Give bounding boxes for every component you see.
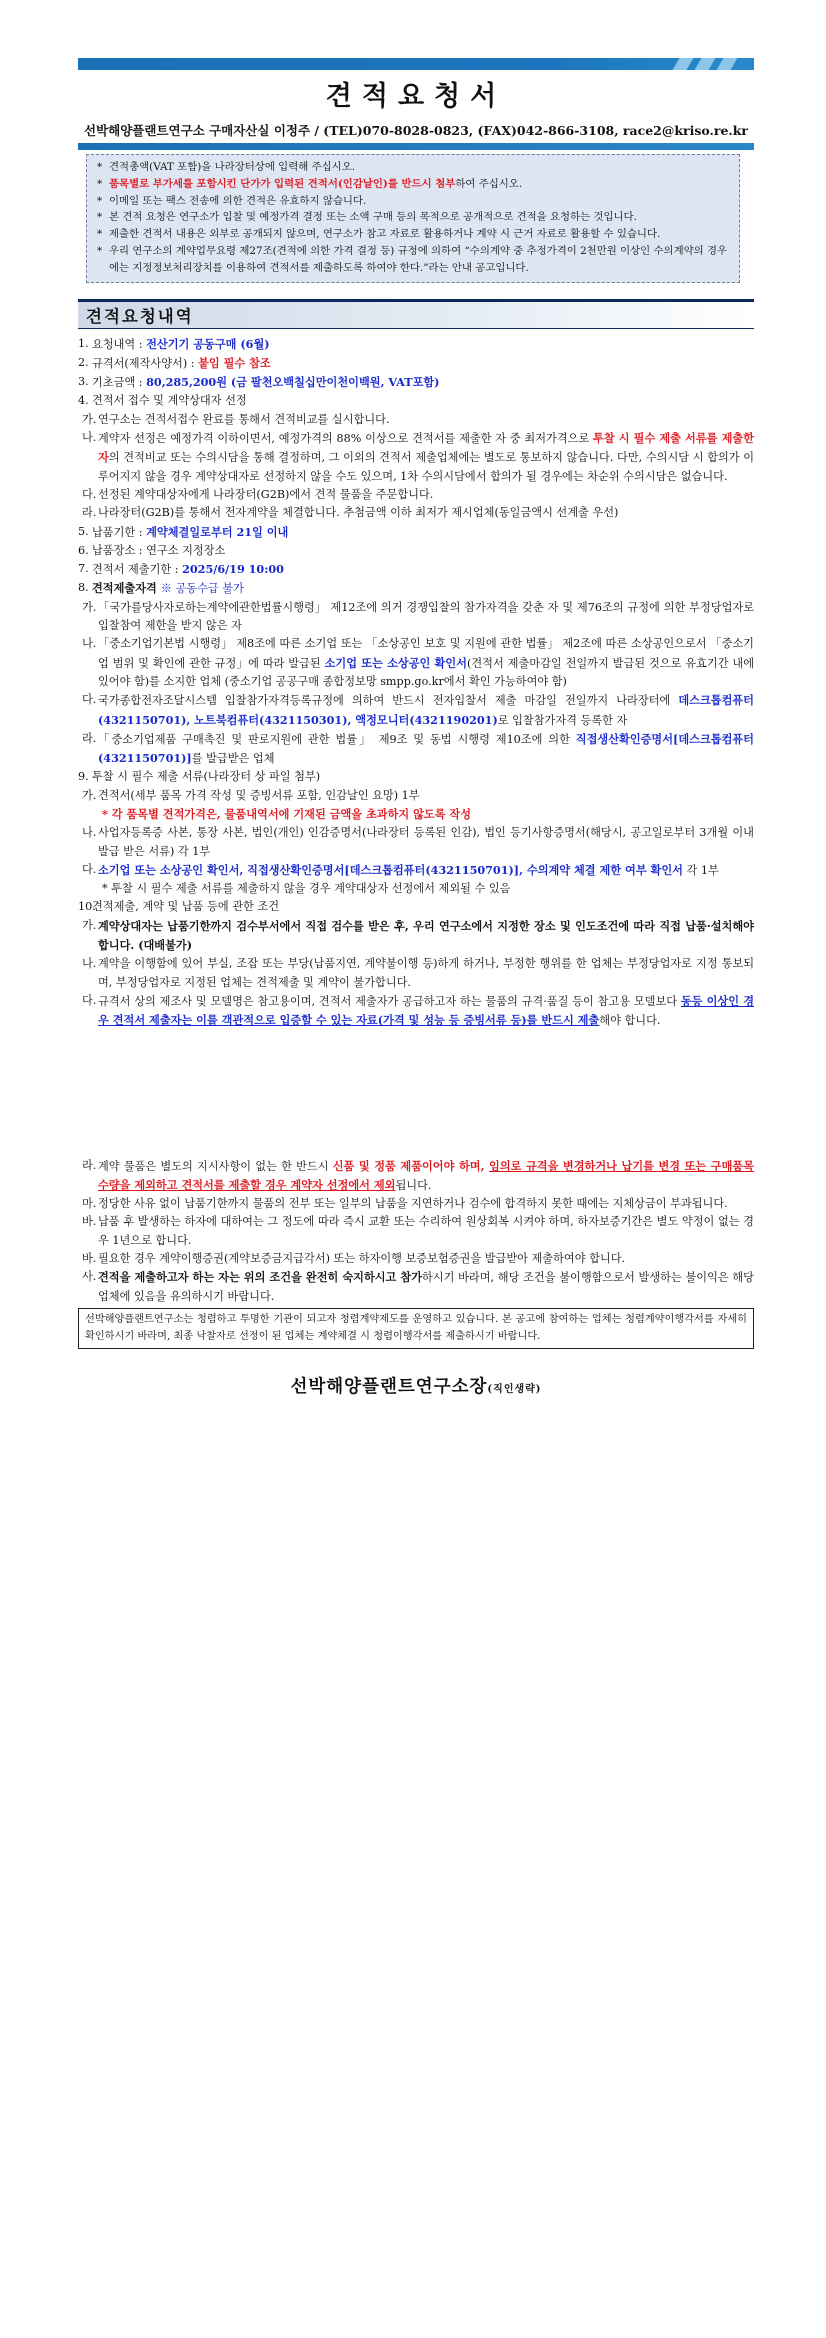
item-text xyxy=(92,354,754,373)
item-5 xyxy=(78,523,754,542)
sub-item xyxy=(82,635,754,691)
sub-item-marker: 라. xyxy=(82,731,97,745)
text-run: 이메일 또는 팩스 전송에 의한 견적은 유효하지 않습니다. xyxy=(109,194,367,207)
sub-item xyxy=(82,504,754,522)
sub-item-text xyxy=(98,917,754,956)
text-run: 직접생산확인증명서[데스크톱컴퓨터(4321150701)] xyxy=(98,731,754,766)
item-number: 6. xyxy=(78,543,89,557)
text-run: 데스크톱컴퓨터(4321150701), 노트북컴퓨터(4321150301), 액정모니터(4321190201) xyxy=(98,693,754,727)
sub-item-marker: 가. xyxy=(82,412,97,426)
text-run: 품목별로 부가세를 포함시킨 단가가 입력된 견적서(인감날인)를 반드시 첨부 xyxy=(109,177,456,190)
sub-item-marker: 다. xyxy=(82,693,97,707)
text-run: 하시기 바라며, 해당 조건을 불이행함으로서 발생하는 불이익은 해당 업체에 있음을 유의하시기 바랍니다. xyxy=(98,1271,754,1303)
sub-item xyxy=(82,599,754,636)
sub-item-text xyxy=(98,504,754,522)
text-run: 규격서 상의 제조사 및 모델명은 참고용이며, 견적서 제출자가 공급하고자 하는 물품의 규격·품질 등이 참고용 모델보다 xyxy=(98,994,681,1008)
notice-bullet: * xyxy=(97,228,103,241)
item-4 xyxy=(78,392,754,410)
sub-item-text xyxy=(98,635,754,691)
item-10-subitems-2 xyxy=(78,1157,754,1306)
item-number: 2. xyxy=(78,355,89,369)
sub-item xyxy=(82,1195,754,1213)
item-text xyxy=(92,523,754,542)
sub-item xyxy=(82,824,754,861)
document-page xyxy=(78,58,754,1398)
text-run: 견적제출자격 xyxy=(92,581,161,596)
item-text xyxy=(92,542,754,560)
sub-item xyxy=(82,1157,754,1196)
sub-item-text xyxy=(98,691,754,730)
sub-item-marker: 다. xyxy=(82,862,97,876)
item-3 xyxy=(78,373,754,392)
item-text xyxy=(92,898,754,916)
item-9-subitems-2 xyxy=(78,824,754,880)
text-run: 80,285,200원 (금 팔천오백칠십만이천이백원, VAT포함) xyxy=(146,375,440,390)
text-run: * 각 품목별 견적가격은, 물품내역서에 기재된 금액을 초과하지 않도록 작성 xyxy=(102,807,472,821)
signature xyxy=(78,1373,754,1398)
item-number: 8. xyxy=(78,581,89,595)
sub-item-marker: 가. xyxy=(82,918,97,932)
text-run: 계약 물품은 별도의 지시사항이 없는 한 반드시 xyxy=(98,1159,333,1173)
notice-bullet: * xyxy=(97,161,103,173)
notice-text xyxy=(109,243,731,277)
text-run: 해야 합니다. xyxy=(599,1014,661,1028)
notice-text xyxy=(109,226,731,243)
text-run: 전산기기 공동구매 (6월) xyxy=(146,336,270,351)
item-8 xyxy=(78,579,754,598)
notice-item xyxy=(97,193,731,210)
sub-item-text xyxy=(98,599,754,636)
sub-item-marker: 나. xyxy=(82,637,97,651)
notice-item xyxy=(97,159,731,176)
sub-item-text xyxy=(98,1268,754,1306)
notice-item xyxy=(97,243,731,277)
notice-bullet: * xyxy=(97,194,103,207)
item-number: 9. xyxy=(78,770,89,784)
text-run: 각 1부 xyxy=(682,863,719,877)
text-run: 납품기한 : xyxy=(92,525,147,539)
item-9-subitems xyxy=(78,787,754,805)
text-run: 하여 주십시오. xyxy=(455,177,523,190)
item-6 xyxy=(78,542,754,560)
text-run: 붙임 필수 참조 xyxy=(198,355,271,370)
notice-bullet: * xyxy=(97,244,103,257)
text-run: 임의로 규격을 변경하거나 납기를 변경 또는 구매품목 수량을 제외하고 견적서를 제출할 경우 계약자 선정에서 제외 xyxy=(98,1158,754,1192)
item-9 xyxy=(78,768,754,786)
text-run: 견적서 제출기한 : xyxy=(92,563,183,577)
sub-item-text xyxy=(98,861,754,880)
text-run: 「국가를당사자로하는계약에관한법률시행령」 제12조에 의거 경쟁입찰의 참가자격을 갖춘 자 및 제76조의 규정에 의한 부정당업자로 입찰참여 제한을 받지 않은 자 xyxy=(98,600,755,633)
sub-item xyxy=(82,917,754,956)
sub-item-marker: 가. xyxy=(82,788,97,802)
text-run: 를 발급받은 업체 xyxy=(191,752,275,766)
item-number: 10. xyxy=(78,900,96,914)
text-run: 2025/6/19 10:00 xyxy=(182,562,284,577)
item-text xyxy=(92,335,754,354)
sub-item-text xyxy=(98,824,754,861)
text-run: 견적제출, 계약 및 납품 등에 관한 조건 xyxy=(92,900,280,914)
notice-text xyxy=(109,209,731,226)
integrity-notice: 선박해양플랜트연구소는 청렴하고 투명한 기관이 되고자 청렴계약제도를 운영하고 있습니다. 본 공고에 참여하는 업체는 청렴계약이행각서를 자세히 확인하시기 바라며, 최종 낙찰자로 선정이 된 업체는 계약체결 시 청렴이행각서를 제출하시기 바랍니다. xyxy=(78,1308,754,1349)
text-run: 투찰 시 필수 제출 서류(나라장터 상 파일 첨부) xyxy=(92,770,321,784)
section-title: 견적요청내역 xyxy=(78,299,754,329)
item-1 xyxy=(78,335,754,354)
header-stripe xyxy=(673,58,694,70)
sub-item-marker: 라. xyxy=(82,1158,97,1172)
sub-item-marker: 라. xyxy=(82,506,97,520)
item-text xyxy=(92,560,754,579)
item-10 xyxy=(78,898,754,916)
item-9-note xyxy=(102,880,754,898)
notice-text xyxy=(109,193,731,210)
text-run: 계약상대자는 납품기한까지 검수부서에서 직접 검수를 받은 후, 우리 연구소에서 지정한 장소 및 인도조건에 따라 직접 납품·설치해야 합니다. (대배불가) xyxy=(98,918,754,953)
header-divider xyxy=(78,143,754,150)
text-run: 기초금액 : xyxy=(92,376,147,390)
text-run: 국가종합전자조달시스템 입찰참가자격등록규정에 의하여 반드시 전자입찰서 제출 마감일 전일까지 나라장터에 xyxy=(98,694,679,708)
sub-item xyxy=(82,992,754,1031)
sub-item-marker: 바. xyxy=(82,1215,97,1229)
item-10-subitems xyxy=(78,917,754,1031)
item-text xyxy=(92,373,754,392)
text-run: 납품 후 발생하는 하자에 대하여는 그 정도에 따라 즉시 교환 또는 수리하여 원상회복 시켜야 하며, 하자보증기간은 별도 약정이 없는 경우 1년으로 합니다. xyxy=(98,1215,754,1247)
text-run: ※ 공동수급 불가 xyxy=(160,582,244,596)
text-run: 「중소기업제품 구매촉진 및 판로지원에 관한 법률」 제9조 및 동법 시행령 제10조에 의한 xyxy=(98,732,576,746)
text-run: 우리 연구소의 계약업무요령 제27조(견적에 의한 가격 결정 등) 규정에 의하여 “수의계약 중 추정가격이 2천만원 이상인 수의계약의 경우에는 지정정보처리장치를 이용하여 견적서를 제출하도록 하여야 한다.”라는 안내 공고입니다. xyxy=(109,244,728,274)
sub-item-text xyxy=(98,730,754,769)
sub-item-text xyxy=(98,1213,754,1250)
text-run: 견적총액(VAT 포함)을 나라장터상에 입력해 주십시오. xyxy=(109,161,356,173)
sub-item xyxy=(82,955,754,992)
item-number: 1. xyxy=(78,336,89,350)
text-run: 투찰 시 필수 제출 서류를 제출한 자 xyxy=(98,431,754,465)
blank-space xyxy=(78,1031,754,1157)
sub-item-text xyxy=(98,429,754,486)
notice-item xyxy=(97,176,731,193)
item-4-subitems xyxy=(78,411,754,523)
text-run: 계약자 선정은 예정가격 이하이면서, 예정가격의 88% 이상으로 견적서를 제출한 자 중 최저가격으로 xyxy=(98,432,594,446)
sub-item-marker: 다. xyxy=(82,993,97,1007)
text-run: 견적서(세부 품목 가격 작성 및 증빙서류 포함, 인감날인 요망) 1부 xyxy=(98,788,420,802)
sub-item xyxy=(82,861,754,880)
item-number: 7. xyxy=(78,562,89,576)
item-text xyxy=(92,392,754,410)
text-run: 계약체결일로부터 21일 이내 xyxy=(146,524,289,539)
item-number: 5. xyxy=(78,524,89,538)
item-7 xyxy=(78,560,754,579)
text-run: 「중소기업기본법 시행령」 제8조에 따른 소기업 또는 「소상공인 보호 및 지원에 관한 법률」 제2조에 따른 소상공인으로서 「중소기업 범위 및 확인에 관한 규정」에 따라 발급된 xyxy=(98,637,754,670)
notice-text xyxy=(109,176,731,193)
text-run: 동등 이상인 경우 견적서 제출자는 이를 객관적으로 입증할 수 있는 자료(가격 및 성능 등 증빙서류 등)를 반드시 제출 xyxy=(98,993,754,1028)
text-run: 필요한 경우 계약이행증권(계약보증금지급각서) 또는 하자이행 보증보험증권을 발급받아 제출하여야 합니다. xyxy=(98,1252,626,1266)
text-run: 본 견적 요청은 연구소가 입찰 및 예정가격 결정 또는 소액 구매 등의 목적으로 공개적으로 견적을 요청하는 것입니다. xyxy=(109,211,637,224)
sub-item-marker: 나. xyxy=(82,826,97,840)
text-run: 선정된 계약대상자에게 나라장터(G2B)에서 견적 물품을 주문합니다. xyxy=(98,487,434,501)
sub-item-marker: 나. xyxy=(82,957,97,971)
sub-item-marker: 나. xyxy=(82,431,97,445)
text-run: 나라장터(G2B)를 통해서 전자계약을 체결합니다. 추첨금액 이하 최저가 제시업체(동일금액시 선계출 우선) xyxy=(98,506,619,520)
sub-item-marker: 가. xyxy=(82,600,97,614)
text-run: 의 견적비교 또는 수의시담을 통해 결정하며, 그 이외의 견적서 제출업체에는 별도로 통보하지 않습니다. 다만, 수의시담 시 합의가 이루어지지 않을 경우 계약상대자로 선정하지 않을 수도 있으며, 1차 수의시담에서 합의가 될 경우에는 차순위 수의시담은 없습니다. xyxy=(98,451,754,483)
text-run: 사업자등록증 사본, 통장 사본, 법인(개인) 인감증명서(나라장터 등록된 인감), 법인 등기사항증명서(해당시, 공고일로부터 3개월 이내 발급 받은 서류) 각 1부 xyxy=(98,826,754,858)
text-run: 규격서(제작사양서) : xyxy=(92,356,199,370)
request-details xyxy=(78,335,754,1306)
sub-item-text xyxy=(98,486,754,504)
text-run: 견적서 접수 및 계약상대자 선정 xyxy=(92,394,247,408)
notice-item xyxy=(97,209,731,226)
text-run: 제출한 견적서 내용은 외부로 공개되지 않으며, 연구소가 참고 자료로 활용하거나 계약 시 근거 자료로 활용할 수 있습니다. xyxy=(109,228,661,241)
document-title: 견적요청서 xyxy=(325,81,507,112)
sub-item xyxy=(82,787,754,805)
sub-item-marker: 사. xyxy=(82,1270,97,1284)
sub-item-text xyxy=(98,1250,754,1268)
text-run: * 투찰 시 필수 제출 서류를 제출하지 않을 경우 계약대상자 선정에서 제외될 수 있음 xyxy=(102,882,511,896)
sub-item xyxy=(82,429,754,486)
text-run: 됩니다. xyxy=(395,1178,432,1192)
item-number: 3. xyxy=(78,375,89,389)
sub-item-text xyxy=(98,411,754,429)
sub-item-text xyxy=(98,1195,754,1213)
sub-item-marker: 바. xyxy=(82,1252,97,1266)
item-number: 4. xyxy=(78,394,89,408)
item-8-subitems xyxy=(78,599,754,769)
text-run: 소기업 또는 소상공인 확인서 xyxy=(324,655,467,670)
sub-item-text xyxy=(98,955,754,992)
text-run: 계약을 이행함에 있어 부실, 조잡 또는 부당(납품지연, 계약불이행 등)하게 하거나, 부정한 행위를 한 업체는 부정당업자로 지정 통보되며, 부정당업자로 지정된 업체는 견적제출 및 계약이 불가합니다. xyxy=(98,957,754,989)
text-run: 신품 및 정품 제품이어야 하며, xyxy=(332,1158,490,1173)
item-text xyxy=(92,768,754,786)
seal-note: (직인생략) xyxy=(487,1383,542,1395)
sub-item-marker: 다. xyxy=(82,487,97,501)
sub-item xyxy=(82,411,754,429)
header-stripe xyxy=(717,58,738,70)
text-run: 견적을 제출하고자 하는 자는 위의 조건을 완전히 숙지하시고 참가 xyxy=(98,1270,423,1285)
notice-bullet: * xyxy=(97,211,103,224)
text-run: 요청내역 : xyxy=(92,337,147,351)
item-2 xyxy=(78,354,754,373)
text-run: 정당한 사유 없이 납품기한까지 물품의 전부 또는 일부의 납품을 지연하거나 검수에 합격하지 못한 때에는 지체상금이 부과됩니다. xyxy=(98,1197,728,1211)
text-run: (견적서 제출마감일 전일까지 발급된 것으로 유효기간 내에 있어야 함)를 소지한 업체 (중소기업 공공구매 종합정보망 smpp.go.kr에서 확인 가능하여야 함) xyxy=(98,656,755,688)
sub-item xyxy=(82,486,754,504)
sub-item-text xyxy=(98,1157,754,1196)
notice-text xyxy=(109,159,731,176)
notice-box xyxy=(86,154,740,283)
sub-item xyxy=(82,1213,754,1250)
text-run: 로 입찰참가자격 등록한 자 xyxy=(497,713,628,727)
header-stripe xyxy=(695,58,716,70)
notice-bullet: * xyxy=(97,177,103,190)
text-run: 연구소는 견적서접수 완료를 통해서 견적비교를 실시합니다. xyxy=(98,412,390,426)
sub-item xyxy=(82,1268,754,1306)
text-run: 소기업 또는 소상공인 확인서, 직접생산확인증명서[데스크톱컴퓨터(4321150701)], 수의계약 체결 제한 여부 확인서 xyxy=(98,862,683,877)
sub-item xyxy=(82,691,754,730)
sub-item xyxy=(82,1250,754,1268)
item-9-warning xyxy=(102,805,754,824)
item-text xyxy=(92,579,754,598)
sub-item xyxy=(82,730,754,769)
sub-item-marker: 마. xyxy=(82,1197,97,1211)
text-run: 납품장소 : 연구소 지정장소 xyxy=(92,543,226,557)
sub-item-text xyxy=(98,992,754,1031)
signature-name: 선박해양플랜트연구소장 xyxy=(290,1376,488,1397)
contact-line: 선박해양플랜트연구소 구매자산실 이정주 / (TEL)070-8028-0823, (FAX)042-866-3108, race2@kriso.re.kr xyxy=(83,123,749,138)
header-bar xyxy=(78,58,754,70)
notice-item xyxy=(97,226,731,243)
sub-item-text xyxy=(98,787,754,805)
